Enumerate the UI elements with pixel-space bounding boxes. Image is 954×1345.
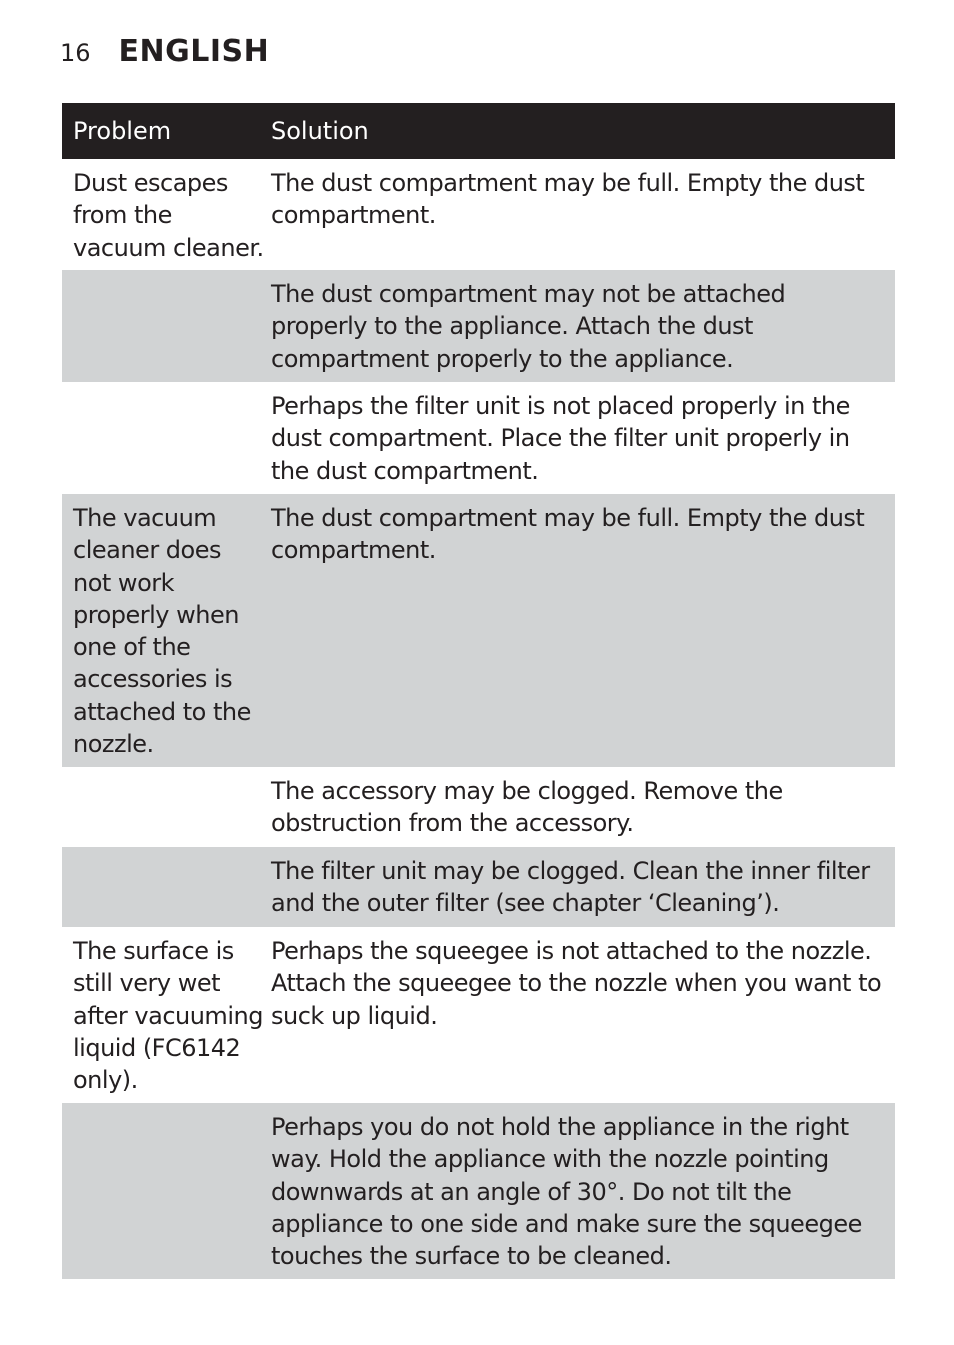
- problem-cell: [62, 390, 271, 486]
- table-row: [62, 1103, 895, 1279]
- table-row: [62, 767, 895, 847]
- solution-cell: The dust compartment may be full. Empty the dust compartment.: [271, 504, 865, 565]
- problem-cell: Dust escapes from the vacuum cleaner.: [73, 169, 264, 262]
- solution-cell: The accessory may be clogged. Remove the obstruction from the accessory.: [271, 777, 783, 838]
- table-row: [62, 382, 895, 494]
- table-row: [62, 847, 895, 927]
- table-row: [62, 494, 895, 767]
- column-header-solution: Solution: [271, 117, 369, 145]
- solution-cell: The dust compartment may be full. Empty the dust compartment.: [271, 169, 865, 230]
- table-row: [62, 927, 895, 1103]
- problem-cell: The vacuum cleaner does not work properly when one of the accessories is attached to the nozzle.: [73, 504, 251, 759]
- table-header-row: [62, 103, 895, 159]
- solution-cell: Perhaps you do not hold the appliance in the right way. Hold the appliance with the nozzle pointing downwards at an angle of 30°. Do not tilt the appliance to one side and make sure the squeegee touches the surface to be cleaned.: [271, 1113, 862, 1271]
- troubleshooting-table: [62, 103, 895, 1279]
- problem-cell: [62, 1111, 271, 1271]
- page-number: 16: [60, 39, 91, 67]
- solution-cell: The filter unit may be clogged. Clean the inner filter and the outer filter (see chapter ‘Cleaning’).: [271, 857, 870, 918]
- section-title: ENGLISH: [118, 34, 270, 69]
- table-row: [62, 270, 895, 382]
- problem-cell: The surface is still very wet after vacuuming liquid (FC6142 only).: [73, 937, 263, 1095]
- problem-cell: [62, 278, 271, 374]
- solution-cell: The dust compartment may not be attached properly to the appliance. Attach the dust compartment properly to the appliance.: [271, 280, 786, 373]
- column-header-problem: Problem: [73, 117, 172, 145]
- solution-cell: Perhaps the squeegee is not attached to the nozzle. Attach the squeegee to the nozzle when you want to suck up liquid.: [271, 937, 882, 1030]
- problem-cell: [62, 855, 271, 919]
- page-header: [60, 34, 269, 69]
- solution-cell: Perhaps the filter unit is not placed properly in the dust compartment. Place the filter unit properly in the dust compartment.: [271, 392, 850, 485]
- table-row: [62, 159, 895, 270]
- problem-cell: [62, 775, 271, 839]
